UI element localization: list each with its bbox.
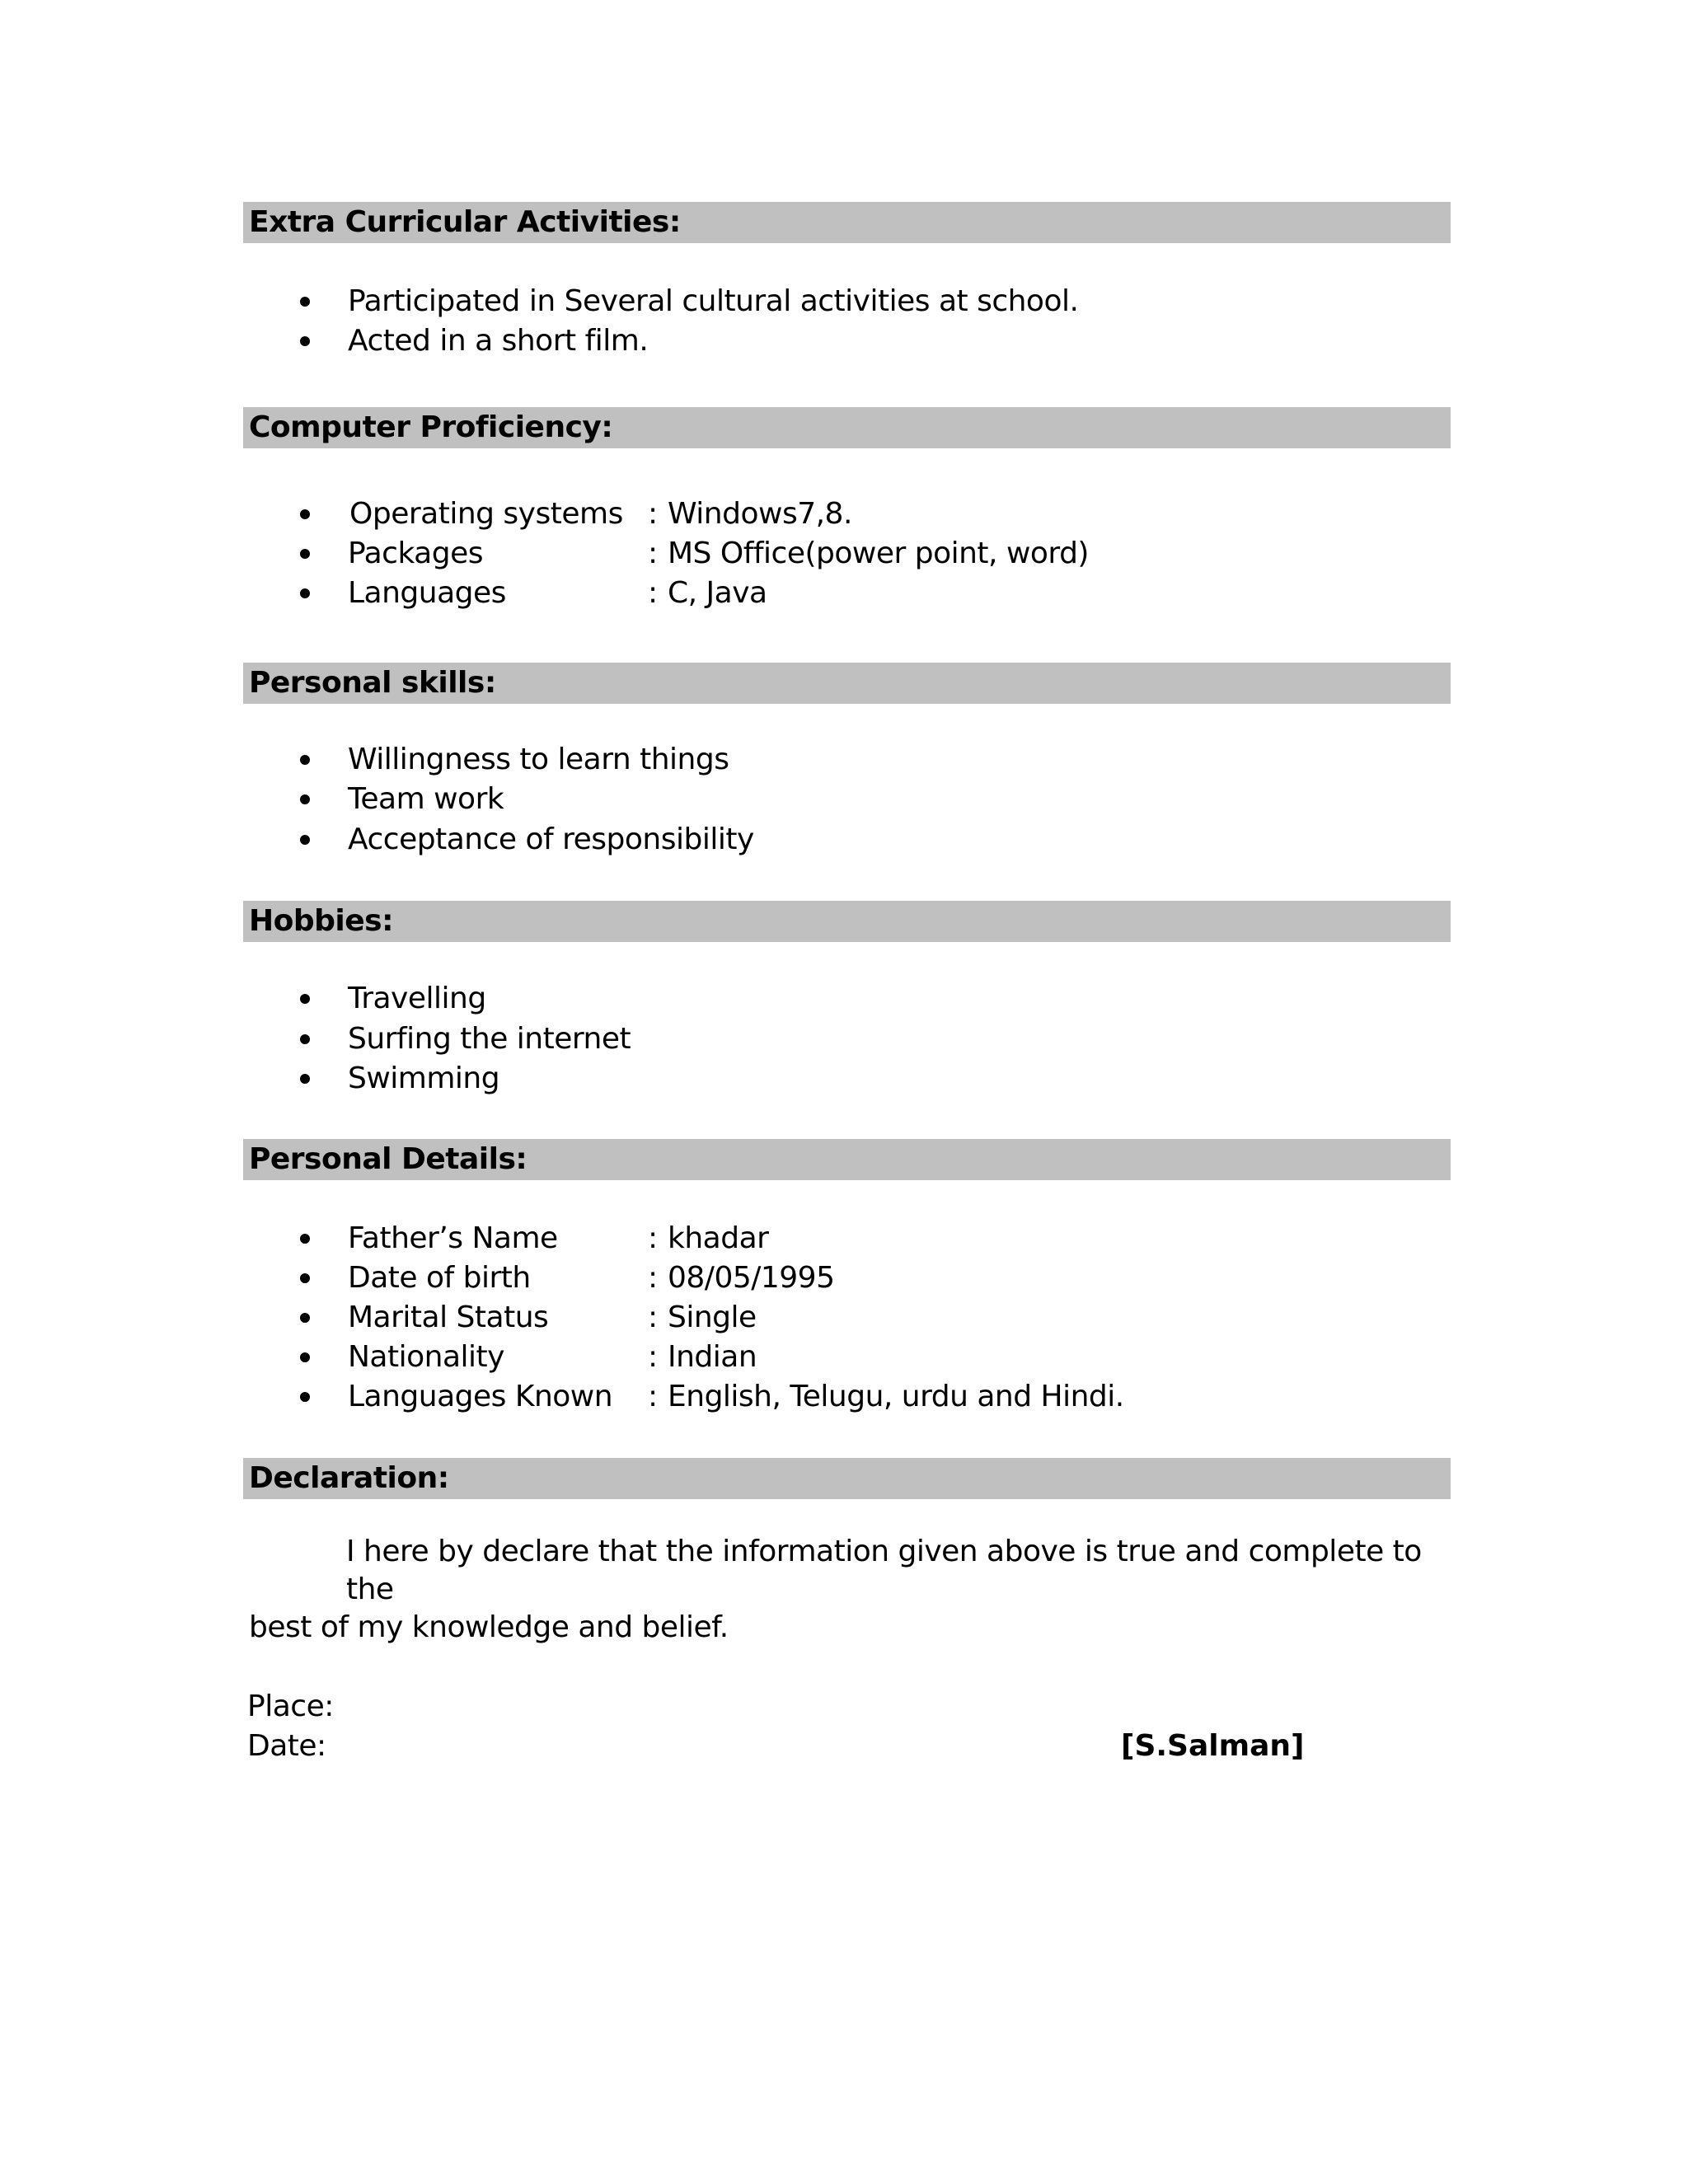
colon-separator: : [648, 1380, 658, 1413]
bullet-icon [300, 1313, 310, 1323]
detail-label: Father’s Name [348, 1221, 558, 1255]
bullet-icon [300, 1234, 310, 1244]
detail-value: 08/05/1995 [668, 1261, 835, 1295]
bullet-icon [300, 1352, 310, 1362]
detail-value: khadar [668, 1221, 769, 1255]
bullet-icon [300, 755, 310, 765]
date-label: Date: [247, 1729, 326, 1763]
bullet-icon [300, 588, 310, 598]
list-item-text: Team work [348, 782, 504, 816]
detail-label: Date of birth [348, 1261, 531, 1295]
place-label: Place: [247, 1690, 334, 1723]
section-heading-personal-details: Personal Details: [243, 1139, 1451, 1180]
detail-value: Indian [668, 1340, 757, 1374]
declaration-line: I here by declare that the information given above is true and complete to the [346, 1535, 1422, 1606]
list-item-text: Surfing the internet [348, 1022, 631, 1056]
bullet-icon [300, 1273, 310, 1283]
list-item-text: Swimming [348, 1062, 500, 1095]
declaration-text [249, 1533, 1452, 1647]
detail-value: C, Java [668, 576, 767, 610]
detail-label: Nationality [348, 1340, 504, 1374]
colon-separator: : [648, 537, 658, 570]
list-item-text: Acceptance of responsibility [348, 823, 754, 856]
bullet-icon [300, 509, 310, 519]
colon-separator: : [648, 1221, 658, 1255]
list-item-text: Willingness to learn things [348, 743, 729, 776]
list-item-text: Participated in Several cultural activities at school. [348, 284, 1079, 318]
detail-label: Packages [348, 537, 483, 570]
detail-label: Operating systems [349, 497, 623, 531]
signature-name: [S.Salman] [1121, 1729, 1305, 1763]
colon-separator: : [648, 1340, 658, 1374]
colon-separator: : [648, 576, 658, 610]
detail-label: Marital Status [348, 1301, 549, 1334]
detail-value: Windows7,8. [668, 497, 852, 531]
bullet-icon [300, 794, 310, 804]
bullet-icon [300, 297, 310, 307]
list-item-text: Acted in a short film. [348, 324, 649, 358]
detail-label: Languages Known [348, 1380, 613, 1413]
bullet-icon [300, 994, 310, 1004]
section-heading-declaration: Declaration: [243, 1458, 1451, 1499]
section-heading-hobbies: Hobbies: [243, 901, 1451, 942]
detail-label: Languages [348, 576, 506, 610]
bullet-icon [300, 1074, 310, 1084]
bullet-icon [300, 1392, 310, 1402]
colon-separator: : [648, 497, 658, 531]
section-heading-extra-curricular: Extra Curricular Activities: [243, 202, 1451, 243]
list-item-text: Travelling [348, 982, 486, 1015]
detail-value: English, Telugu, urdu and Hindi. [668, 1380, 1124, 1413]
section-heading-computer-proficiency: Computer Proficiency: [243, 407, 1451, 448]
colon-separator: : [648, 1301, 658, 1334]
bullet-icon [300, 336, 310, 346]
bullet-icon [300, 835, 310, 845]
section-heading-personal-skills: Personal skills: [243, 663, 1451, 704]
colon-separator: : [648, 1261, 658, 1295]
bullet-icon [300, 1034, 310, 1044]
detail-value: Single [668, 1301, 757, 1334]
bullet-icon [300, 549, 310, 559]
declaration-line: best of my knowledge and belief. [249, 1610, 729, 1644]
detail-value: MS Office(power point, word) [668, 537, 1089, 570]
